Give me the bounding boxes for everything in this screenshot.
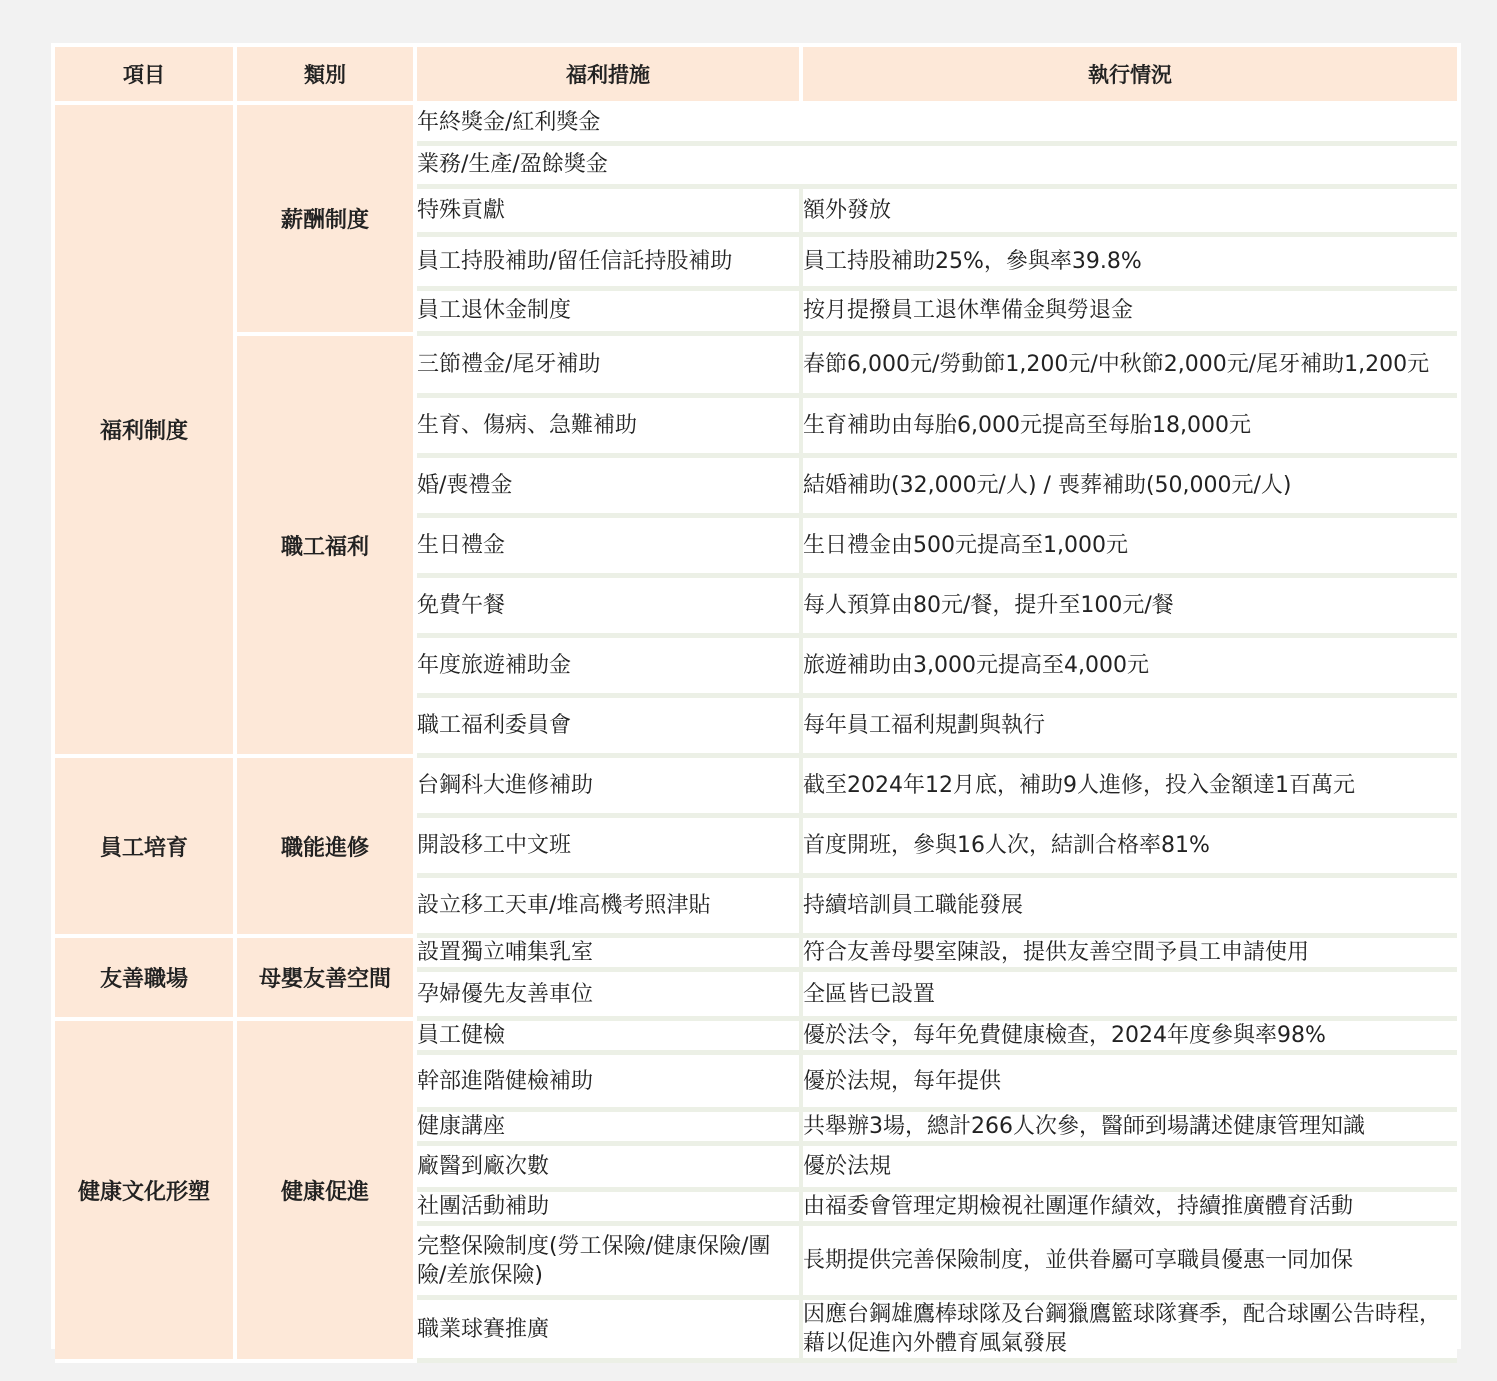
status-cell: 員工持股補助25%，參與率39.8% xyxy=(803,237,1457,291)
status-cell: 持續培訓員工職能發展 xyxy=(803,878,1457,938)
measure-cell: 生日禮金 xyxy=(417,518,803,578)
header-status: 執行情況 xyxy=(803,47,1457,105)
measure-cell: 員工退休金制度 xyxy=(417,291,803,336)
category-skills-training: 職能進修 xyxy=(237,758,417,938)
benefits-table xyxy=(55,47,1457,1363)
measure-cell: 設立移工天車/堆高機考照津貼 xyxy=(417,878,803,938)
measure-cell: 年度旅遊補助金 xyxy=(417,638,803,698)
status-cell: 符合友善母嬰室陳設，提供友善空間予員工申請使用 xyxy=(803,938,1457,972)
measure-cell: 婚/喪禮金 xyxy=(417,458,803,518)
status-cell: 截至2024年12月底，補助9人進修，投入金額達1百萬元 xyxy=(803,758,1457,818)
measure-cell: 職業球賽推廣 xyxy=(417,1300,803,1363)
measure-cell: 年終獎金/紅利獎金 xyxy=(417,105,1457,146)
measure-cell: 孕婦優先友善車位 xyxy=(417,972,803,1021)
group-health-culture: 健康文化形塑 xyxy=(55,1021,237,1363)
status-cell: 結婚補助(32,000元/人) / 喪葬補助(50,000元/人) xyxy=(803,458,1457,518)
status-cell: 優於法規，每年提供 xyxy=(803,1055,1457,1112)
status-cell: 生日禮金由500元提高至1,000元 xyxy=(803,518,1457,578)
benefits-table-frame xyxy=(51,43,1461,1357)
status-cell: 優於法令，每年免費健康檢查，2024年度參與率98% xyxy=(803,1021,1457,1055)
status-cell: 每年員工福利規劃與執行 xyxy=(803,698,1457,758)
status-cell: 旅遊補助由3,000元提高至4,000元 xyxy=(803,638,1457,698)
status-cell: 首度開班，參與16人次，結訓合格率81% xyxy=(803,818,1457,878)
measure-cell: 員工持股補助/留任信託持股補助 xyxy=(417,237,803,291)
measure-cell: 完整保險制度(勞工保險/健康保險/團險/差旅保險) xyxy=(417,1226,803,1300)
group-welfare-system: 福利制度 xyxy=(55,105,237,758)
status-cell: 春節6,000元/勞動節1,200元/中秋節2,000元/尾牙補助1,200元 xyxy=(803,336,1457,398)
measure-cell: 設置獨立哺集乳室 xyxy=(417,938,803,972)
measure-cell: 職工福利委員會 xyxy=(417,698,803,758)
measure-cell: 健康講座 xyxy=(417,1112,803,1146)
category-employee-welfare: 職工福利 xyxy=(237,336,417,758)
category-compensation: 薪酬制度 xyxy=(237,105,417,336)
table-row xyxy=(55,336,1457,398)
table-row xyxy=(55,938,1457,972)
measure-cell: 生育、傷病、急難補助 xyxy=(417,398,803,458)
measure-cell: 廠醫到廠次數 xyxy=(417,1146,803,1192)
category-health-promotion: 健康促進 xyxy=(237,1021,417,1363)
measure-cell: 台鋼科大進修補助 xyxy=(417,758,803,818)
status-cell: 優於法規 xyxy=(803,1146,1457,1192)
table-row xyxy=(55,758,1457,818)
header-category: 類別 xyxy=(237,47,417,105)
header-row xyxy=(55,47,1457,105)
measure-cell: 業務/生產/盈餘獎金 xyxy=(417,146,1457,189)
status-cell: 每人預算由80元/餐，提升至100元/餐 xyxy=(803,578,1457,638)
header-item: 項目 xyxy=(55,47,237,105)
measure-cell: 幹部進階健檢補助 xyxy=(417,1055,803,1112)
status-cell: 生育補助由每胎6,000元提高至每胎18,000元 xyxy=(803,398,1457,458)
status-cell: 共舉辦3場，總計266人次參，醫師到場講述健康管理知識 xyxy=(803,1112,1457,1146)
status-cell: 按月提撥員工退休準備金與勞退金 xyxy=(803,291,1457,336)
category-maternal-space: 母嬰友善空間 xyxy=(237,938,417,1021)
measure-cell: 免費午餐 xyxy=(417,578,803,638)
measure-cell: 社團活動補助 xyxy=(417,1192,803,1226)
measure-cell: 特殊貢獻 xyxy=(417,189,803,237)
table-row xyxy=(55,105,1457,146)
table-row xyxy=(55,1021,1457,1055)
measure-cell: 開設移工中文班 xyxy=(417,818,803,878)
measure-cell: 三節禮金/尾牙補助 xyxy=(417,336,803,398)
group-friendly-workplace: 友善職場 xyxy=(55,938,237,1021)
status-cell: 額外發放 xyxy=(803,189,1457,237)
status-cell: 長期提供完善保險制度，並供眷屬可享職員優惠一同加保 xyxy=(803,1226,1457,1300)
header-measure: 福利措施 xyxy=(417,47,803,105)
status-cell: 由福委會管理定期檢視社團運作績效，持續推廣體育活動 xyxy=(803,1192,1457,1226)
measure-cell: 員工健檢 xyxy=(417,1021,803,1055)
status-cell: 因應台鋼雄鷹棒球隊及台鋼獵鷹籃球隊賽季，配合球團公告時程，藉以促進內外體育風氣發展 xyxy=(803,1300,1457,1363)
group-employee-training: 員工培育 xyxy=(55,758,237,938)
status-cell: 全區皆已設置 xyxy=(803,972,1457,1021)
